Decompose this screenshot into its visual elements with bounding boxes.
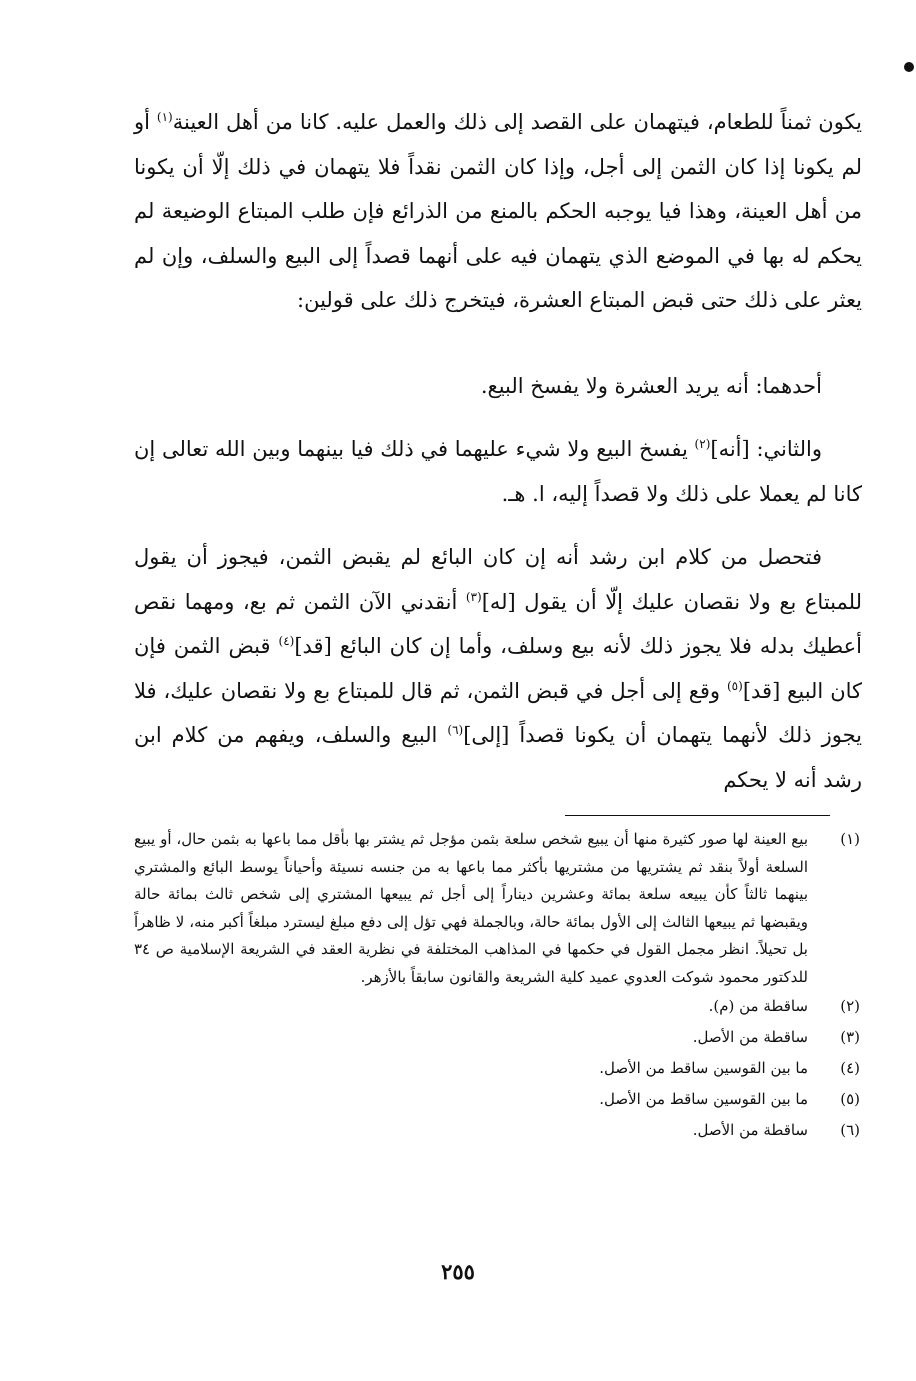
footnotes [134,826,860,1146]
footnote-item [134,1115,860,1146]
footnote-number: (٣) [840,1028,860,1046]
footnote-ref-4: (٤) [278,634,295,648]
footnote-text: ما بين القوسين ساقط من الأصل. [599,1090,808,1108]
footnote-item [134,826,860,991]
footnote-text: بيع العينة لها صور كثيرة منها أن يبيع شخص سلعة بثمن مؤجل ثم يشتر بها بأقل مما باعها به بثمن حال، أو يبيع السلعة أولاً بنقد ثم يشتريها من مشتريها بأكثر مما باعها به من جنسه نسيئة وأحياناً يوسط البائع والمشتري بينهما ثالثاً كأن يبيعه سلعة بمائة وعشرين ديناراً إلى أجل ثم يبيعها المشتري إلى شخص ثالث بمائة حالة ويقبضها ثم يبيعها الثالث إلى الأول بمائة حالة، وبالجملة فهي تؤل إلى دفع مبلغ ليسترد مبلغاً أكبر منه، لا ظاهراً بل تحيلاً. انظر مجمل القول في حكمها في المذاهب المختلفة في نظرية العقد في الشريعة الإسلامية ص ٣٤ للدكتور محمود شوكت العدوي عميد كلية الشريعة والقانون سابقاً بالأزهر. [134,830,808,986]
footnote-text: ما بين القوسين ساقط من الأصل. [599,1059,808,1077]
footnote-number: (١) [840,830,860,848]
paragraph-text: يكون ثمناً للطعام، فيتهمان على القصد إلى ذلك والعمل عليه. كانا من أهل العينة [172,110,862,134]
footnote-number: (٢) [840,997,860,1015]
footnote-item [134,1053,860,1084]
footnote-number: (٥) [840,1090,860,1108]
footnote-item [134,991,860,1022]
body-paragraph-1 [134,100,862,323]
footnote-item [134,1022,860,1053]
paragraph-text: فتحصل من كلام ابن رشد أنه إن كان البائع لم يقبض الثمن، فيجوز أن يقول للمبتاع بع ولا نقصان عليك إلّا أن يقول [له] [134,545,862,614]
body-paragraph-2 [134,364,862,409]
footnote-ref-1: (١) [156,110,173,124]
paragraph-text: يفسخ البيع ولا شيء عليهما في ذلك فيا بينهما وبين الله تعالى إن كانا لم يعملا على ذلك ولا قصداً إليه، ا. هـ. [134,437,862,506]
footnote-number: (٦) [840,1121,860,1139]
paragraph-text: والثاني: [أنه] [710,437,822,461]
paragraph-text: البيع والسلف، ويفهم من كلام ابن رشد أنه لا يحكم [134,723,862,792]
footnote-number: (٤) [840,1059,860,1077]
footnote-ref-2: (٢) [694,437,711,451]
footnote-ref-6: (٦) [447,723,464,737]
paragraph-text: قبض الثمن فإن كان البيع [قد] [134,634,863,703]
paragraph-text: أو لم يكونا إذا كان الثمن إلى أجل، وإذا كان الثمن نقداً فلا يتهمان في ذلك إلّا أن يكونا من أهل العينة، وهذا فيا يوجبه الحكم بالمنع من الذرائع فإن طلب المبتاع الوضيعة لم يحكم له بها في الموضع الذي يتهمان فيه على أنهما قصداً إلى البيع والسلف، وإن لم يعثر على ذلك حتى قبض المبتاع العشرة، فيتخرج ذلك على قولين: [134,110,862,312]
footnote-ref-5: (٥) [726,678,743,693]
page-number: ٢٥٥ [441,1259,475,1284]
margin-dot [904,62,914,72]
paragraph-text: أحدهما: أنه يريد العشرة ولا يفسخ البيع. [480,374,822,398]
paragraph-text: أنقدني الآن الثمن ثم بع، ومهما نقص أعطيك بدله فلا يجوز ذلك لأنه بيع وسلف، وأما إن كان البائع [قد] [134,589,862,658]
body-paragraph-3 [134,427,862,516]
footnote-separator [565,815,830,816]
footnote-item [134,1084,860,1115]
body-paragraph-4 [134,535,862,802]
footnote-text: ساقطة من الأصل. [692,1028,808,1046]
footnote-text: ساقطة من الأصل. [692,1121,808,1139]
footnote-text: ساقطة من (م). [708,997,808,1015]
footnote-ref-3: (٣) [465,589,482,604]
paragraph-text: وقع إلى أجل في قبض الثمن، ثم قال للمبتاع بع ولا نقصان عليك، فلا يجوز ذلك لأنهما يتهمان أن يكونا قصداً [إلى] [134,678,863,747]
